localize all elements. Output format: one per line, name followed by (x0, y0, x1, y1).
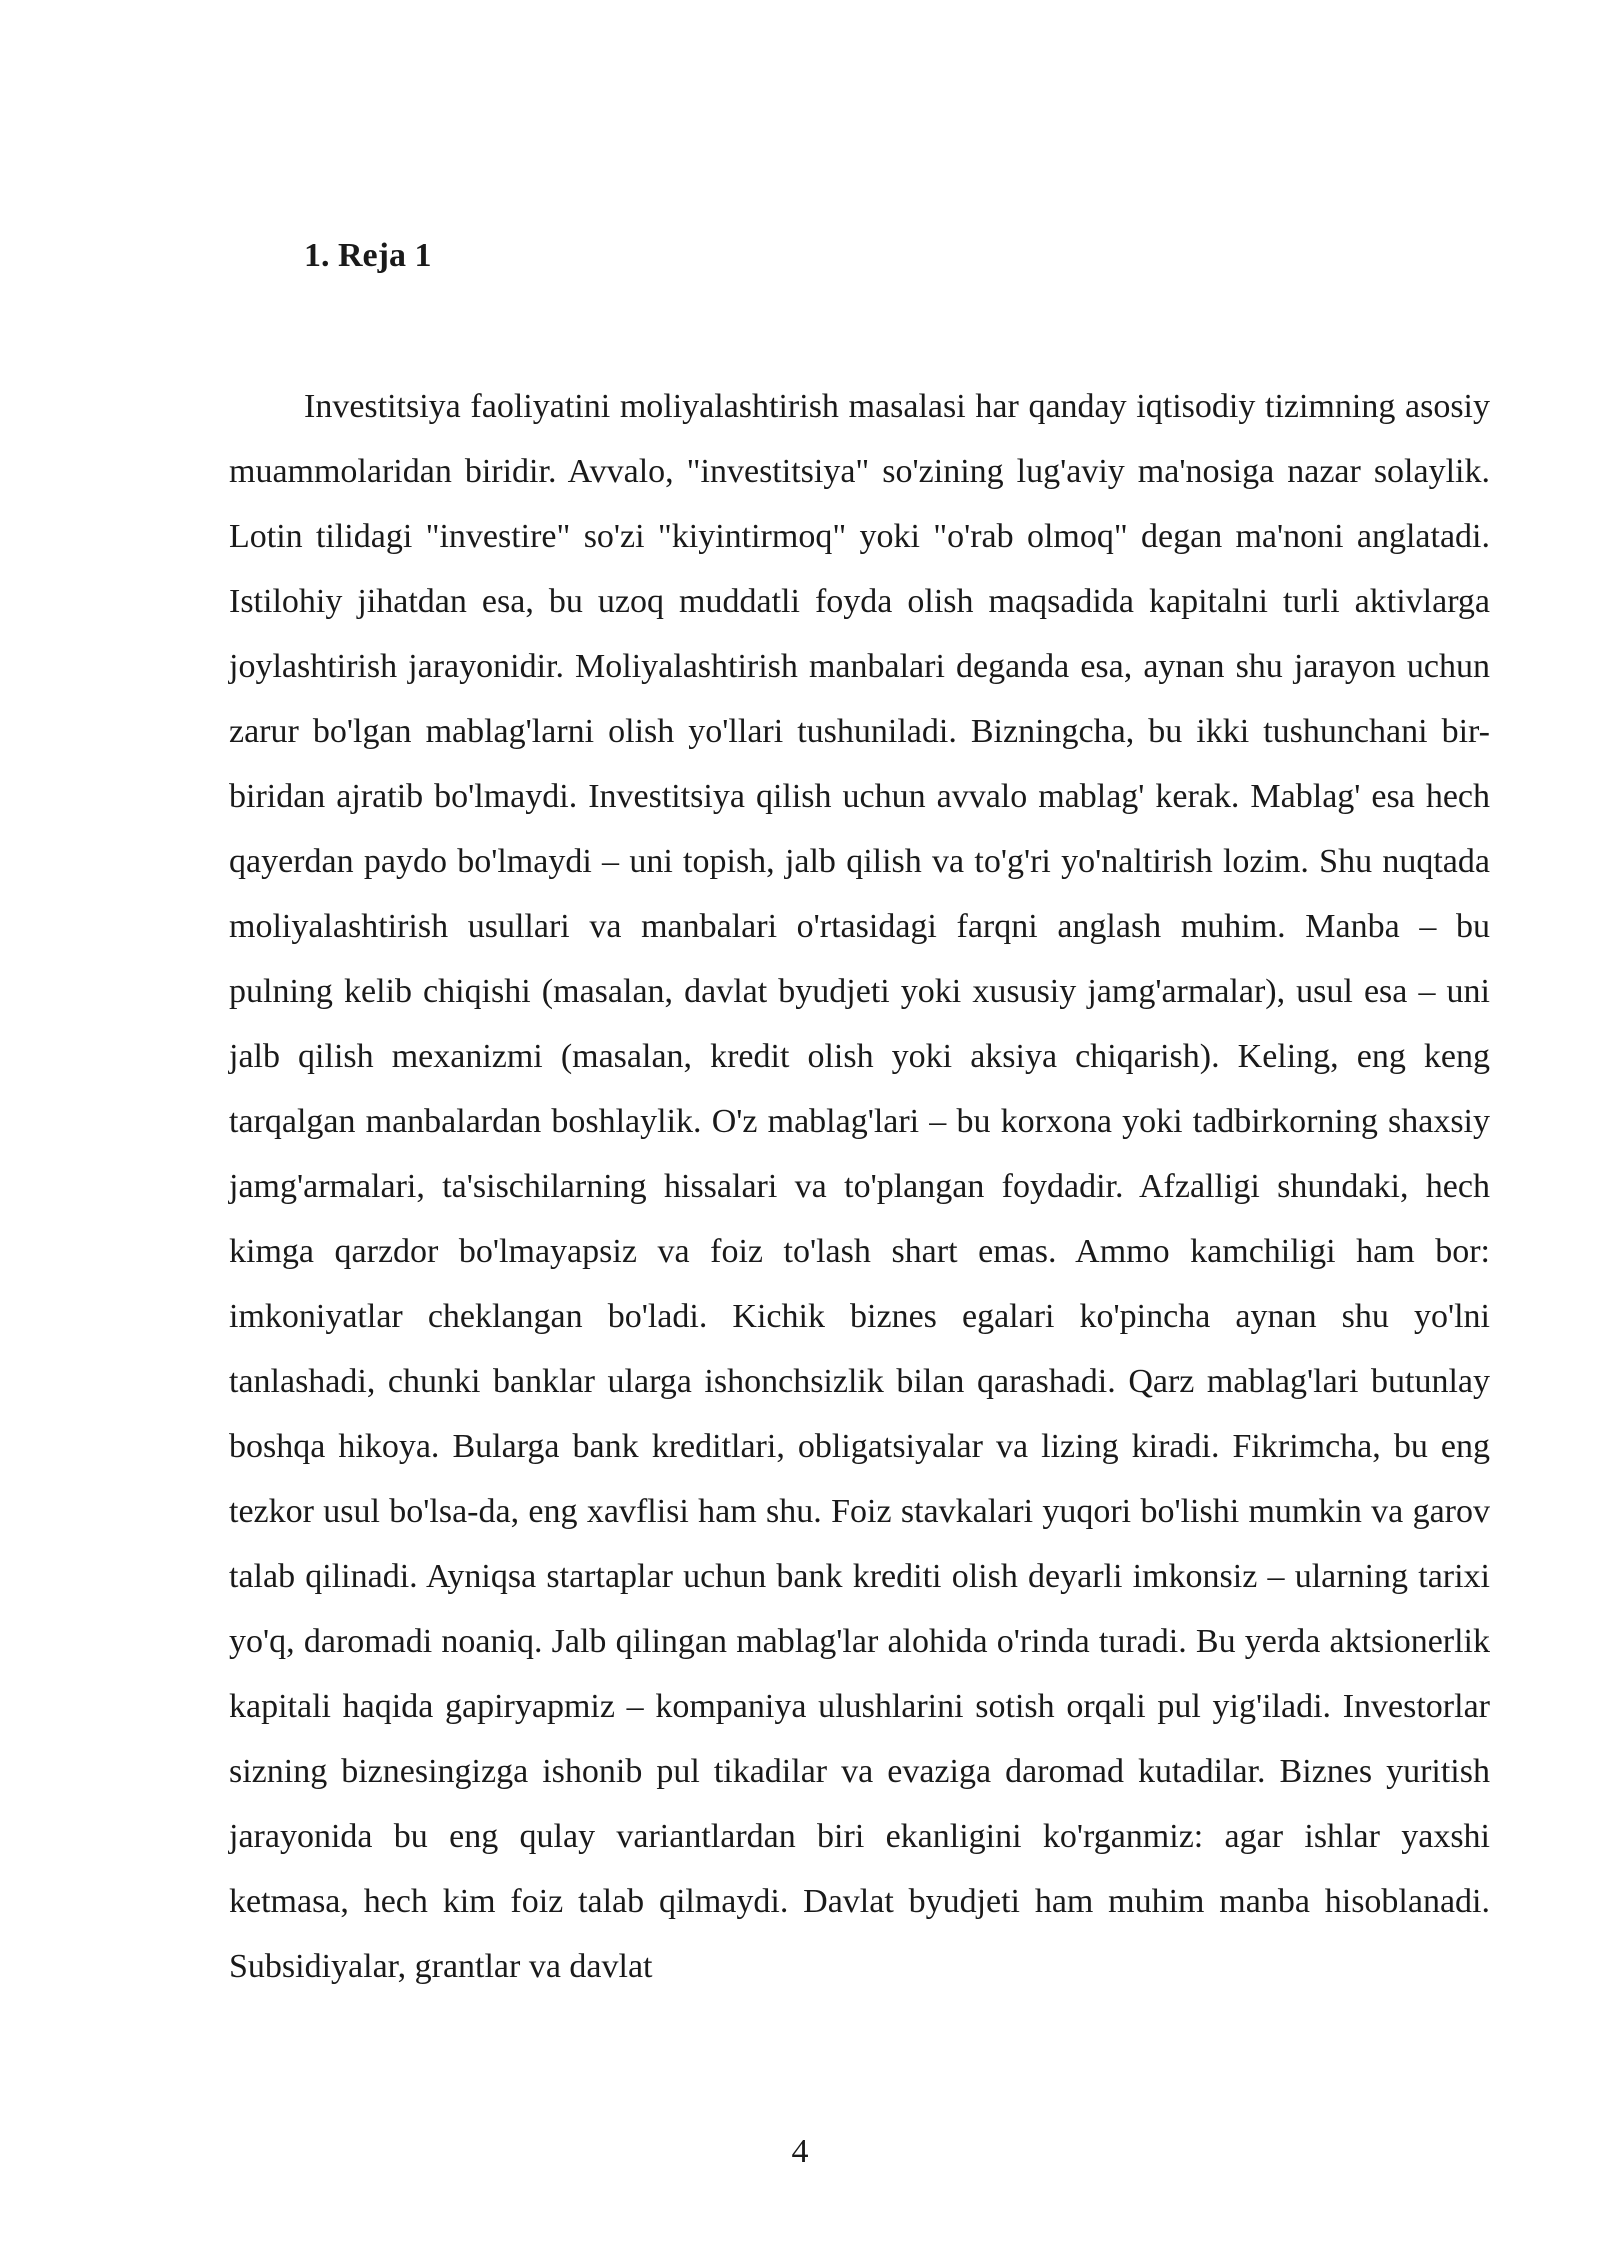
section-heading: 1. Reja 1 (304, 237, 432, 274)
body-paragraph: Investitsiya faoliyatini moliyalashtirish masalasi har qanday iqtisodiy tizimning asosiy muammolaridan biridir. Avvalo, "investitsiya" so'zining lug'aviy ma'nosiga nazar solaylik. Lotin tilidagi "investire" so'zi "kiyintirmoq" yoki "o'rab olmoq" degan ma'noni anglatadi. Istilohiy jihatdan esa, bu uzoq muddatli foyda olish maqsadida kapitalni turli aktivlarga joylashtirish jarayonidir. Moliyalashtirish manbalari deganda esa, aynan shu jarayon uchun zarur bo'lgan mablag'larni olish yo'llari tushuniladi. Bizningcha, bu ikki tushunchani bir-biridan ajratib bo'lmaydi. Investitsiya qilish uchun avvalo mablag' kerak. Mablag' esa hech qayerdan paydo bo'lmaydi – uni topish, jalb qilish va to'g'ri yo'naltirish lozim. Shu nuqtada moliyalashtirish usullari va manbalari o'rtasidagi farqni anglash muhim. Manba – bu pulning kelib chiqishi (masalan, davlat byudjeti yoki xususiy jamg'armalar), usul esa – uni jalb qilish mexanizmi (masalan, kredit olish yoki aksiya chiqarish). Keling, eng keng tarqalgan manbalardan boshlaylik. O'z mablag'lari – bu korxona yoki tadbirkorning shaxsiy jamg'armalari, ta'sischilarning hissalari va to'plangan foydadir. Afzalligi shundaki, hech kimga qarzdor bo'lmayapsiz va foiz to'lash shart emas. Ammo kamchiligi ham bor: imkoniyatlar cheklangan bo'ladi. Kichik biznes egalari ko'pincha aynan shu yo'lni tanlashadi, chunki banklar ularga ishonchsizlik bilan qarashadi. Qarz mablag'lari butunlay boshqa hikoya. Bularga bank kreditlari, obligatsiyalar va lizing kiradi. Fikrimcha, bu eng tezkor usul bo'lsa-da, eng xavflisi ham shu. Foiz stavkalari yuqori bo'lishi mumkin va garov talab qilinadi. Ayniqsa startaplar uchun bank krediti olish deyarli imkonsiz – ularning tarixi yo'q, daromadi noaniq. Jalb qilingan mablag'lar alohida o'rinda turadi. Bu yerda aktsionerlik kapitali haqida gapiryapmiz – kompaniya ulushlarini sotish orqali pul yig'iladi. Investorlar sizning biznesingizga ishonib pul tikadilar va evaziga daromad kutadilar. Biznes yuritish jarayonida bu eng qulay variantlardan biri ekanligini ko'rganmiz: agar ishlar yaxshi ketmasa, hech kim foiz talab qilmaydi. Davlat byudjeti ham muhim manba hisoblanadi. Subsidiyalar, grantlar va davlat (229, 388, 1490, 1985)
page-number: 4 (791, 2133, 809, 2170)
